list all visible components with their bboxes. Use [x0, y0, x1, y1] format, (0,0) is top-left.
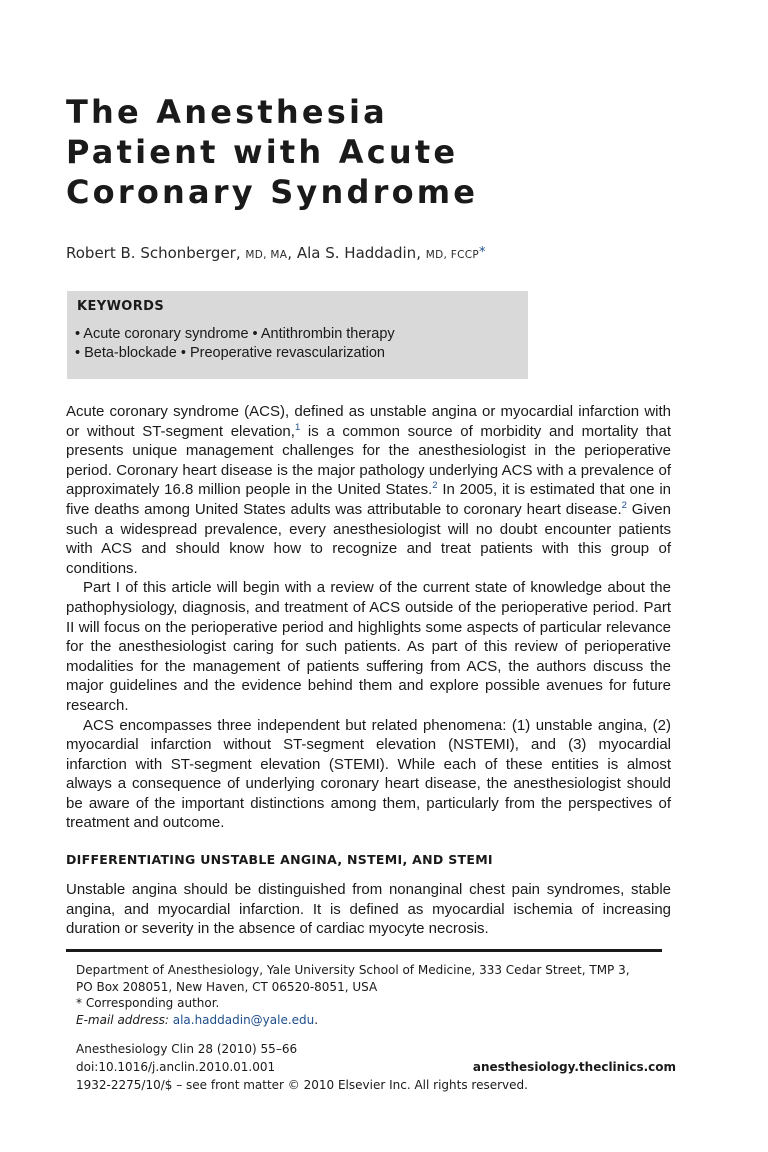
author-2-degrees: MD, FCCP	[425, 249, 480, 261]
section-text	[66, 880, 671, 939]
affiliation-line-1: Department of Anesthesiology, Yale University School of Medicine, 333 Cedar Street, TMP 3,	[76, 963, 630, 977]
article-title	[66, 92, 686, 212]
intro-p1-part-d: Given such a widespread prevalence, every anesthesiologist will no doubt encounter patients with ACS and should know how to recognize and treat patients with this group of conditions.	[66, 500, 671, 577]
email-label: E-mail address:	[76, 1012, 169, 1027]
section-heading: DIFFERENTIATING UNSTABLE ANGINA, NSTEMI, AND STEMI	[66, 852, 493, 867]
author-1-degrees: MD, MA	[245, 249, 288, 261]
intro-p1-part-c: In 2005, it is estimated that one in five deaths among United States adults was attributable to coronary heart disease.	[66, 481, 672, 518]
title-line-3: Coronary Syndrome	[66, 173, 479, 211]
introduction-text	[66, 402, 671, 833]
author-separator: ,	[287, 244, 293, 262]
reference-link-1[interactable]: 1	[294, 421, 301, 433]
intro-paragraph-1	[66, 402, 671, 578]
intro-p1-part-a: Acute coronary syndrome (ACS), defined as unstable angina or myocardial infarction with or without ST-segment elevation,	[66, 403, 671, 440]
intro-paragraph-3: ACS encompasses three independent but related phenomena: (1) unstable angina, (2) myocardial infarction without ST-segment elevation (NSTEMI), and (3) myocardial infarction with ST-segment elevation (STEMI). While each of these entities is almost always a consequence of underlying coronary heart disease, the anesthesiologist should be aware of the important distinctions among them, particularly from the perspectives of treatment and outcome.	[66, 716, 671, 832]
author-list	[66, 243, 686, 265]
title-line-1: The Anesthesia	[66, 93, 388, 131]
affiliation-line-2: PO Box 208051, New Haven, CT 06520-8051, USA	[76, 979, 378, 994]
affiliation-footnote	[76, 962, 676, 1028]
intro-paragraph-2: Part I of this article will begin with a review of the current state of knowledge about the pathophysiology, diagnosis, and treatment of ACS outside of the perioperative period. Part II will focus on the perioperative period and highlights some aspects of particular relevance for the anesthesiologist caring for such patients. As part of this review of perioperative modalities for the management of patients suffering from ACS, the authors discuss the major guidelines and the evidence behind them and explore possible avenues for future research.	[66, 579, 671, 714]
keywords-heading: KEYWORDS	[77, 299, 165, 314]
email-link[interactable]: ala.haddadin@yale.edu	[172, 1012, 315, 1027]
corresponding-author-note: * Corresponding author.	[76, 996, 220, 1010]
reference-link-2[interactable]: 2	[432, 480, 438, 492]
intro-p1-part-b: is a common source of morbidity and mortality that presents unique management challenges for the anesthesiologist in the perioperative period. Coronary heart disease is the major pathology underlying ACS with a prevalence of approximately 16.8 million people in the United States.	[66, 422, 671, 499]
journal-info	[76, 1040, 676, 1094]
email-line	[76, 1012, 676, 1029]
reference-link-2b[interactable]: 2	[621, 499, 627, 511]
email-period: .	[314, 1012, 319, 1027]
author-1-name: Robert B. Schonberger,	[66, 244, 241, 262]
author-2-name: Ala S. Haddadin,	[296, 244, 421, 262]
journal-citation: Anesthesiology Clin 28 (2010) 55–66	[76, 1042, 298, 1056]
doi[interactable]: doi:10.1016/j.anclin.2010.01.001	[76, 1060, 276, 1074]
journal-website-link[interactable]: anesthesiology.theclinics.com	[472, 1060, 676, 1074]
copyright-line: 1932-2275/10/$ – see front matter © 2010 Elsevier Inc. All rights reserved.	[76, 1078, 528, 1092]
keywords-box	[67, 291, 528, 379]
corresponding-author-link[interactable]: *	[479, 245, 486, 260]
section-paragraph-1: Unstable angina should be distinguished from nonanginal chest pain syndromes, stable angina, and myocardial infarction. It is defined as myocardial ischemia of increasing duration or severity in the absence of cardiac myocyte necrosis.	[66, 881, 671, 938]
footnote-divider	[66, 949, 662, 952]
keywords-line-2: • Beta-blockade • Preoperative revascularization	[75, 345, 385, 361]
title-line-2: Patient with Acute	[66, 133, 459, 171]
keywords-line-1: • Acute coronary syndrome • Antithrombin therapy	[75, 326, 395, 342]
